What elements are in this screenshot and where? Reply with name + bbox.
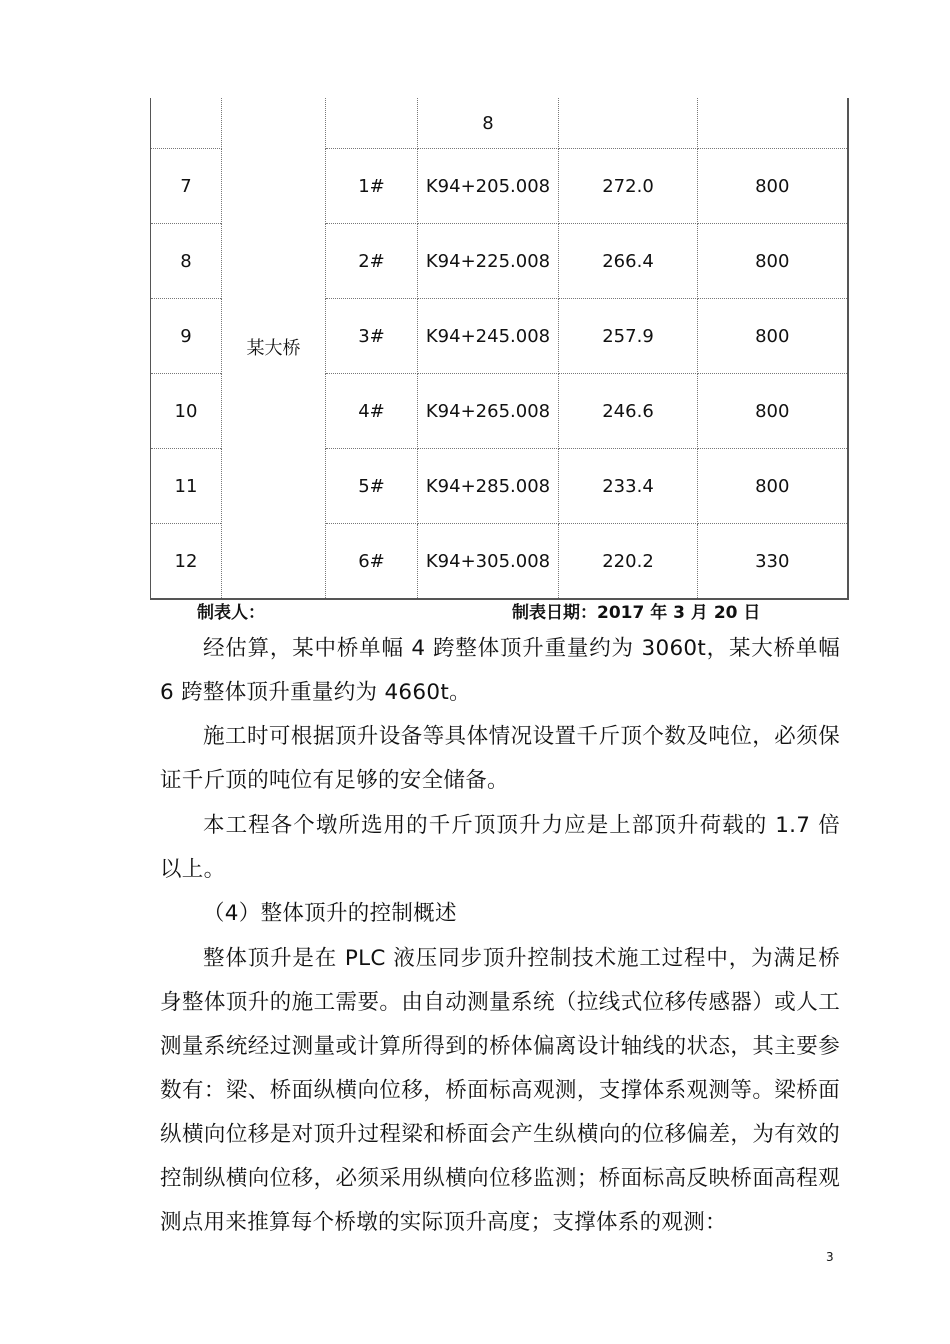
table-cell-pier: 4# (326, 374, 418, 449)
table-cell-value: 800 (698, 299, 848, 374)
table-cell-bridge-name: 某大桥 (222, 98, 326, 599)
table-cell-pier: 2# (326, 224, 418, 299)
table-cell-pier: 3# (326, 299, 418, 374)
table-cell-no: 7 (151, 149, 222, 224)
table-cell-pier: 6# (326, 524, 418, 600)
body-paragraph: 经估算，某中桥单幅 4 跨整体顶升重量约为 3060t，某大桥单幅 6 跨整体顶升重量约为 4660t。 (160, 636, 840, 705)
table-cell-value: 800 (698, 449, 848, 524)
table-cell-mileage: K94+265.008 (418, 374, 559, 449)
table-cell-mileage: 8 (418, 98, 559, 149)
table-cell-elevation: 272.0 (559, 149, 698, 224)
table-cell-value: 800 (698, 224, 848, 299)
page-number: 3 (826, 1250, 834, 1264)
table-cell-elevation: 246.6 (559, 374, 698, 449)
table-cell-no: 11 (151, 449, 222, 524)
table-cell-mileage: K94+285.008 (418, 449, 559, 524)
section-heading: （4）整体顶升的控制概述 (203, 901, 457, 926)
table-cell-no: 8 (151, 224, 222, 299)
table-cell-pier: 1# (326, 149, 418, 224)
table-cell-mileage: K94+245.008 (418, 299, 559, 374)
table-cell-value (698, 98, 848, 149)
table-cell-no: 9 (151, 299, 222, 374)
table-cell-value: 800 (698, 374, 848, 449)
table-cell-elevation: 220.2 (559, 524, 698, 600)
table-cell-pier (326, 98, 418, 149)
table-cell-elevation: 233.4 (559, 449, 698, 524)
table-cell-elevation: 257.9 (559, 299, 698, 374)
table-cell-pier: 5# (326, 449, 418, 524)
body-paragraph: 施工时可根据顶升设备等具体情况设置千斤顶个数及吨位，必须保证千斤顶的吨位有足够的安全储备。 (160, 724, 840, 793)
table-cell-elevation: 266.4 (559, 224, 698, 299)
table-maker-label: 制表人： (197, 603, 265, 623)
table-cell-no: 12 (151, 524, 222, 600)
table-cell-value: 800 (698, 149, 848, 224)
body-paragraph: 本工程各个墩所选用的千斤顶顶升力应是上部顶升荷载的 1.7 倍以上。 (160, 813, 840, 882)
table-cell-no: 10 (151, 374, 222, 449)
table-cell-value: 330 (698, 524, 848, 600)
table-cell-elevation (559, 98, 698, 149)
table-cell-mileage: K94+225.008 (418, 224, 559, 299)
table-cell-no (151, 98, 222, 149)
table-cell-mileage: K94+205.008 (418, 149, 559, 224)
bridge-pier-table (150, 98, 849, 600)
table-cell-mileage: K94+305.008 (418, 524, 559, 600)
body-paragraph: 整体顶升是在 PLC 液压同步顶升控制技术施工过程中，为满足桥身整体顶升的施工需要。由自动测量系统（拉线式位移传感器）或人工测量系统经过测量或计算所得到的桥体偏离设计轴线的状态，其主要参数有：梁、桥面纵横向位移，桥面标高观测，支撑体系观测等。梁桥面纵横向位移是对顶升过程梁和桥面会产生纵横向的位移偏差，为有效的控制纵横向位移，必须采用纵横向位移监测；桥面标高反映桥面高程观测点用来推算每个桥墩的实际顶升高度；支撑体系的观测： (160, 946, 840, 1235)
table-date-label: 制表日期：2017 年 3 月 20 日 (512, 603, 761, 623)
table-row (151, 98, 848, 149)
